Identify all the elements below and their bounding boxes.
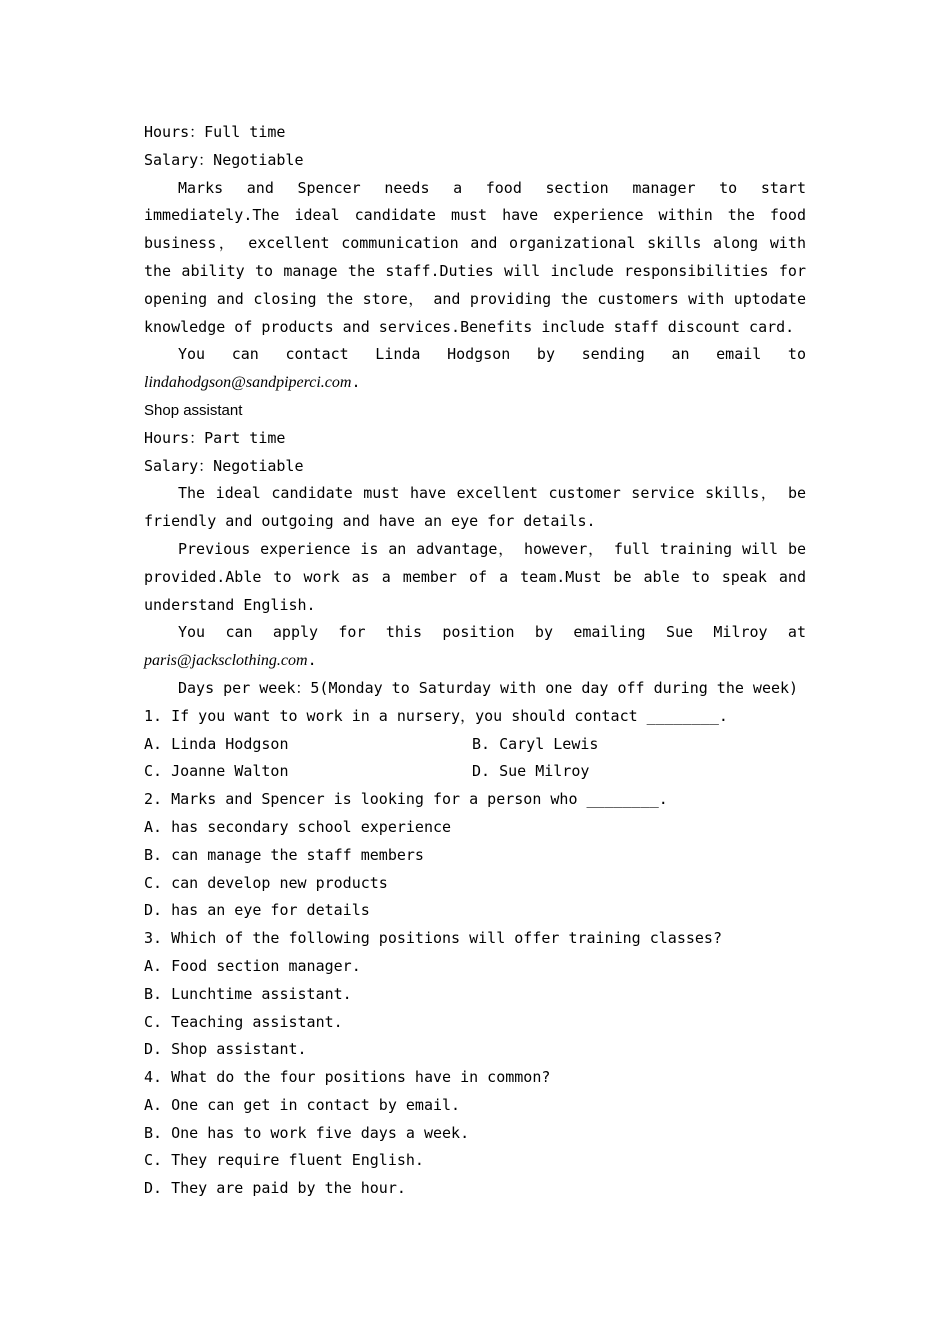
question-stem: 3. Which of the following positions will offer training classes? [144,929,722,948]
hours-line: Hours：Part time [144,428,286,447]
contact-text: You can contact Linda Hodgson by sending an email to [178,345,806,364]
option: D. They are paid by the hour. [144,1179,406,1198]
option: A. Linda Hodgson [144,734,289,753]
apply-text: You can apply for this position by emailing Sue Milroy at [178,623,806,642]
option: C. They require fluent English. [144,1151,424,1170]
option: B. Lunchtime assistant. [144,984,352,1003]
option: C. can develop new products [144,873,388,892]
contact-email-line [144,369,806,397]
option: B. One has to work five days a week. [144,1123,470,1142]
option: C. Joanne Walton [144,762,289,781]
option: A. has secondary school experience [144,817,452,836]
option: B. can manage the staff members [144,845,424,864]
option: D. Shop assistant. [144,1040,307,1059]
option: C. Teaching assistant. [144,1012,343,1031]
salary-line: Salary：Negotiable [144,150,304,169]
apply-line [144,619,806,647]
section-heading: Shop assistant [144,401,243,419]
question-stem: 4. What do the four positions have in common? [144,1068,551,1087]
apply-email-line [144,647,806,675]
option: B. Caryl Lewis [472,734,599,753]
hours-line: Hours：Full time [144,123,286,141]
question-stem: 1. If you want to work in a nursery，you should contact ________. [144,706,728,725]
option-row [144,731,806,759]
contact-email: lindahodgson@sandpiperci.com [144,374,352,392]
document-page [144,119,806,1203]
days-per-week: Days per week：5(Monday to Saturday with one day off during the week) [178,678,799,697]
apply-email-end: . [307,651,317,670]
job-description: Marks and Spencer needs a food section manager to start immediately.The ideal candidate must have experience within the food business， excellent communication and organizational skills along with the ability to manage the staff.Duties will include responsibilities for opening and closing the store， and providing the customers with uptodate knowledge of products and services.Benefits include staff discount card. [144,178,806,336]
option: D. Sue Milroy [472,762,590,781]
salary-line: Salary：Negotiable [144,456,304,475]
requirements-paragraph: The ideal candidate must have excellent customer service skills， be friendly and outgoing and have an eye for details. [144,484,806,531]
question-stem: 2. Marks and Spencer is looking for a person who ________. [144,790,668,809]
contact-line [144,341,806,369]
contact-email-end: . [351,373,361,392]
option-row [144,758,806,786]
experience-paragraph: Previous experience is an advantage， however， full training will be provided.Able to work as a member of a team.Must be able to speak and understand English. [144,539,806,614]
apply-email: paris@jacksclothing.com [144,652,308,670]
option: A. Food section manager. [144,956,361,975]
option: A. One can get in contact by email. [144,1095,461,1114]
option: D. has an eye for details [144,901,370,920]
